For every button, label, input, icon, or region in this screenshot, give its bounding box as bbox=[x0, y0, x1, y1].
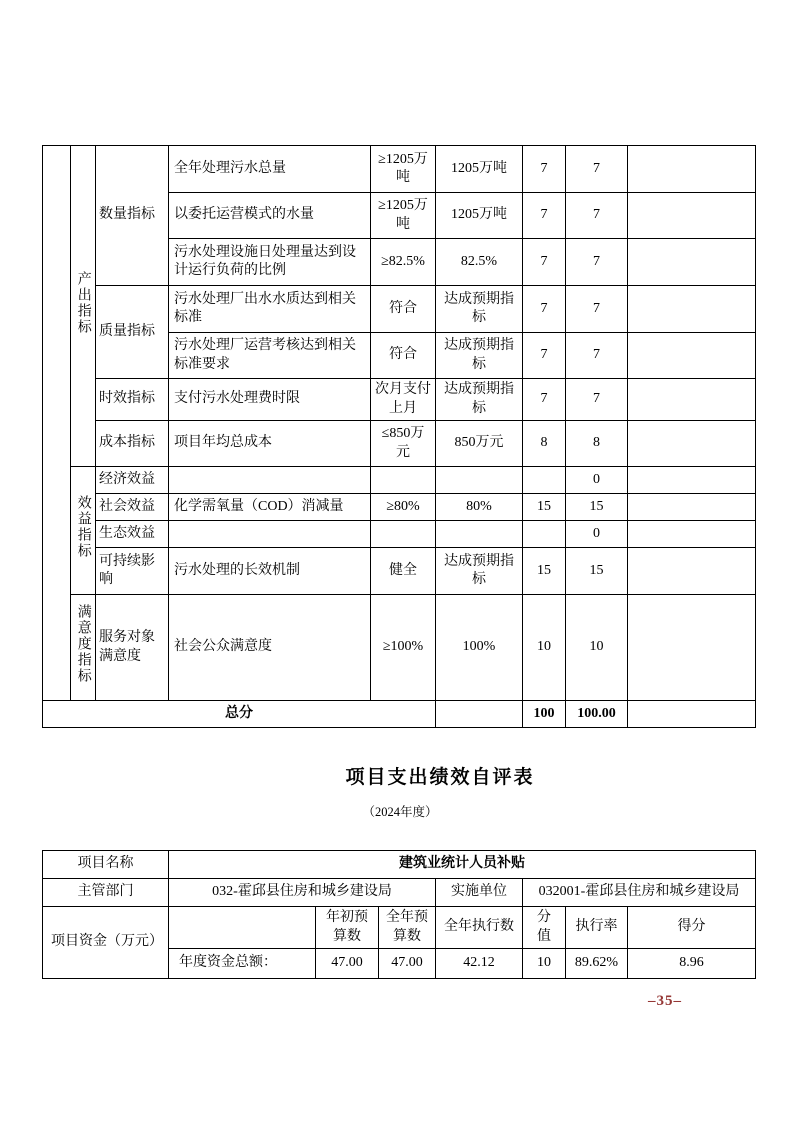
score-cell: 7 bbox=[566, 379, 628, 421]
total-points-cell: 100 bbox=[523, 701, 566, 728]
actual-value-cell: 80% bbox=[436, 494, 523, 521]
actual-value-cell: 850万元 bbox=[436, 421, 523, 467]
remark-cell bbox=[628, 379, 756, 421]
execution-rate-value-cell: 89.62% bbox=[566, 949, 628, 979]
self-evaluation-table bbox=[42, 850, 756, 979]
target-value-cell: ≥1205万吨 bbox=[371, 146, 436, 193]
points-cell: 7 bbox=[523, 286, 566, 333]
left-spacer-cell bbox=[43, 146, 71, 701]
annual-funds-total-label-cell: 年度资金总额： bbox=[169, 949, 316, 979]
points-value-cell: 10 bbox=[523, 949, 566, 979]
total-actual-cell bbox=[436, 701, 523, 728]
total-label-cell: 总分 bbox=[43, 701, 436, 728]
remark-cell bbox=[628, 467, 756, 494]
score-cell: 7 bbox=[566, 239, 628, 286]
header-initial-budget-cell: 年初预算数 bbox=[316, 907, 379, 949]
actual-value-cell: 1205万吨 bbox=[436, 146, 523, 193]
group-satisfaction-label: 满意度指标 bbox=[75, 604, 91, 685]
points-cell: 7 bbox=[523, 379, 566, 421]
actual-value-cell bbox=[436, 521, 523, 548]
indicator-name-cell: 化学需氧量（COD）消减量 bbox=[169, 494, 371, 521]
page-subtitle: （2024年度） bbox=[362, 805, 438, 819]
header-score-cell: 得分 bbox=[628, 907, 756, 949]
header-annual-budget-cell: 全年预算数 bbox=[379, 907, 436, 949]
indicator-name-cell: 项目年均总成本 bbox=[169, 421, 371, 467]
target-value-cell: ≤850万元 bbox=[371, 421, 436, 467]
indicator-name-cell: 污水处理的长效机制 bbox=[169, 548, 371, 595]
indicator-name-cell: 以委托运营模式的水量 bbox=[169, 193, 371, 239]
sub-indicator-economic-cell: 经济效益 bbox=[96, 467, 169, 494]
target-value-cell: ≥82.5% bbox=[371, 239, 436, 286]
group-output-indicators-cell bbox=[71, 146, 96, 467]
target-value-cell: ≥100% bbox=[371, 595, 436, 701]
target-value-cell: 符合 bbox=[371, 333, 436, 379]
implementing-unit-value-cell: 032001-霍邱县住房和城乡建设局 bbox=[523, 879, 756, 907]
score-cell: 7 bbox=[566, 286, 628, 333]
remark-cell bbox=[628, 333, 756, 379]
header-points-cell: 分值 bbox=[523, 907, 566, 949]
actual-value-cell: 1205万吨 bbox=[436, 193, 523, 239]
actual-value-cell: 达成预期指标 bbox=[436, 379, 523, 421]
indicator-name-cell: 社会公众满意度 bbox=[169, 595, 371, 701]
remark-cell bbox=[628, 701, 756, 728]
annual-budget-value-cell: 47.00 bbox=[379, 949, 436, 979]
score-cell: 7 bbox=[566, 193, 628, 239]
actual-value-cell: 达成预期指标 bbox=[436, 548, 523, 595]
indicator-name-cell: 污水处理厂运营考核达到相关标准要求 bbox=[169, 333, 371, 379]
score-cell: 15 bbox=[566, 494, 628, 521]
indicator-name-cell bbox=[169, 521, 371, 548]
remark-cell bbox=[628, 193, 756, 239]
target-value-cell: 符合 bbox=[371, 286, 436, 333]
sub-indicator-timeliness-cell: 时效指标 bbox=[96, 379, 169, 421]
page-number: –35– bbox=[648, 993, 682, 1009]
funds-subrow-spacer-cell bbox=[169, 907, 316, 949]
indicator-name-cell: 支付污水处理费时限 bbox=[169, 379, 371, 421]
remark-cell bbox=[628, 286, 756, 333]
remark-cell bbox=[628, 239, 756, 286]
indicator-name-cell: 全年处理污水总量 bbox=[169, 146, 371, 193]
annual-executed-value-cell: 42.12 bbox=[436, 949, 523, 979]
sub-indicator-cost-cell: 成本指标 bbox=[96, 421, 169, 467]
points-cell bbox=[523, 467, 566, 494]
actual-value-cell: 达成预期指标 bbox=[436, 333, 523, 379]
remark-cell bbox=[628, 146, 756, 193]
total-score-cell: 100.00 bbox=[566, 701, 628, 728]
sub-indicator-service-satisfaction-cell: 服务对象满意度 bbox=[96, 595, 169, 701]
score-cell: 15 bbox=[566, 548, 628, 595]
department-value-cell: 032-霍邱县住房和城乡建设局 bbox=[169, 879, 436, 907]
target-value-cell: ≥1205万吨 bbox=[371, 193, 436, 239]
header-annual-executed-cell: 全年执行数 bbox=[436, 907, 523, 949]
initial-budget-value-cell: 47.00 bbox=[316, 949, 379, 979]
sub-indicator-quantity-cell: 数量指标 bbox=[96, 146, 169, 286]
remark-cell bbox=[628, 421, 756, 467]
header-execution-rate-cell: 执行率 bbox=[566, 907, 628, 949]
actual-value-cell bbox=[436, 467, 523, 494]
score-cell: 7 bbox=[566, 333, 628, 379]
sub-indicator-ecological-cell: 生态效益 bbox=[96, 521, 169, 548]
project-name-label-cell: 项目名称 bbox=[43, 851, 169, 879]
target-value-cell bbox=[371, 521, 436, 548]
indicator-name-cell: 污水处理厂出水水质达到相关标准 bbox=[169, 286, 371, 333]
actual-value-cell: 100% bbox=[436, 595, 523, 701]
sub-indicator-sustainability-cell: 可持续影响 bbox=[96, 548, 169, 595]
remark-cell bbox=[628, 494, 756, 521]
implementing-unit-label-cell: 实施单位 bbox=[436, 879, 523, 907]
points-cell: 15 bbox=[523, 494, 566, 521]
sub-indicator-social-cell: 社会效益 bbox=[96, 494, 169, 521]
target-value-cell bbox=[371, 467, 436, 494]
score-value-cell: 8.96 bbox=[628, 949, 756, 979]
page-title: 项目支出绩效自评表 bbox=[345, 767, 535, 788]
points-cell: 15 bbox=[523, 548, 566, 595]
group-satisfaction-indicators-cell bbox=[71, 595, 96, 701]
points-cell: 7 bbox=[523, 333, 566, 379]
score-cell: 7 bbox=[566, 146, 628, 193]
target-value-cell: ≥80% bbox=[371, 494, 436, 521]
department-label-cell: 主管部门 bbox=[43, 879, 169, 907]
score-cell: 10 bbox=[566, 595, 628, 701]
performance-indicators-table bbox=[42, 145, 756, 728]
points-cell: 7 bbox=[523, 239, 566, 286]
points-cell: 8 bbox=[523, 421, 566, 467]
indicator-name-cell bbox=[169, 467, 371, 494]
project-name-value-cell: 建筑业统计人员补贴 bbox=[169, 851, 756, 879]
group-benefit-label: 效益指标 bbox=[75, 495, 91, 560]
remark-cell bbox=[628, 548, 756, 595]
score-cell: 0 bbox=[566, 521, 628, 548]
remark-cell bbox=[628, 595, 756, 701]
actual-value-cell: 达成预期指标 bbox=[436, 286, 523, 333]
target-value-cell: 健全 bbox=[371, 548, 436, 595]
group-benefit-indicators-cell bbox=[71, 467, 96, 595]
indicator-name-cell: 污水处理设施日处理量达到设计运行负荷的比例 bbox=[169, 239, 371, 286]
points-cell bbox=[523, 521, 566, 548]
remark-cell bbox=[628, 521, 756, 548]
points-cell: 7 bbox=[523, 193, 566, 239]
score-cell: 8 bbox=[566, 421, 628, 467]
project-funds-label-cell: 项目资金（万元） bbox=[43, 907, 169, 979]
target-value-cell: 次月支付上月 bbox=[371, 379, 436, 421]
actual-value-cell: 82.5% bbox=[436, 239, 523, 286]
sub-indicator-quality-cell: 质量指标 bbox=[96, 286, 169, 379]
group-output-label: 产出指标 bbox=[75, 270, 91, 335]
points-cell: 10 bbox=[523, 595, 566, 701]
points-cell: 7 bbox=[523, 146, 566, 193]
score-cell: 0 bbox=[566, 467, 628, 494]
